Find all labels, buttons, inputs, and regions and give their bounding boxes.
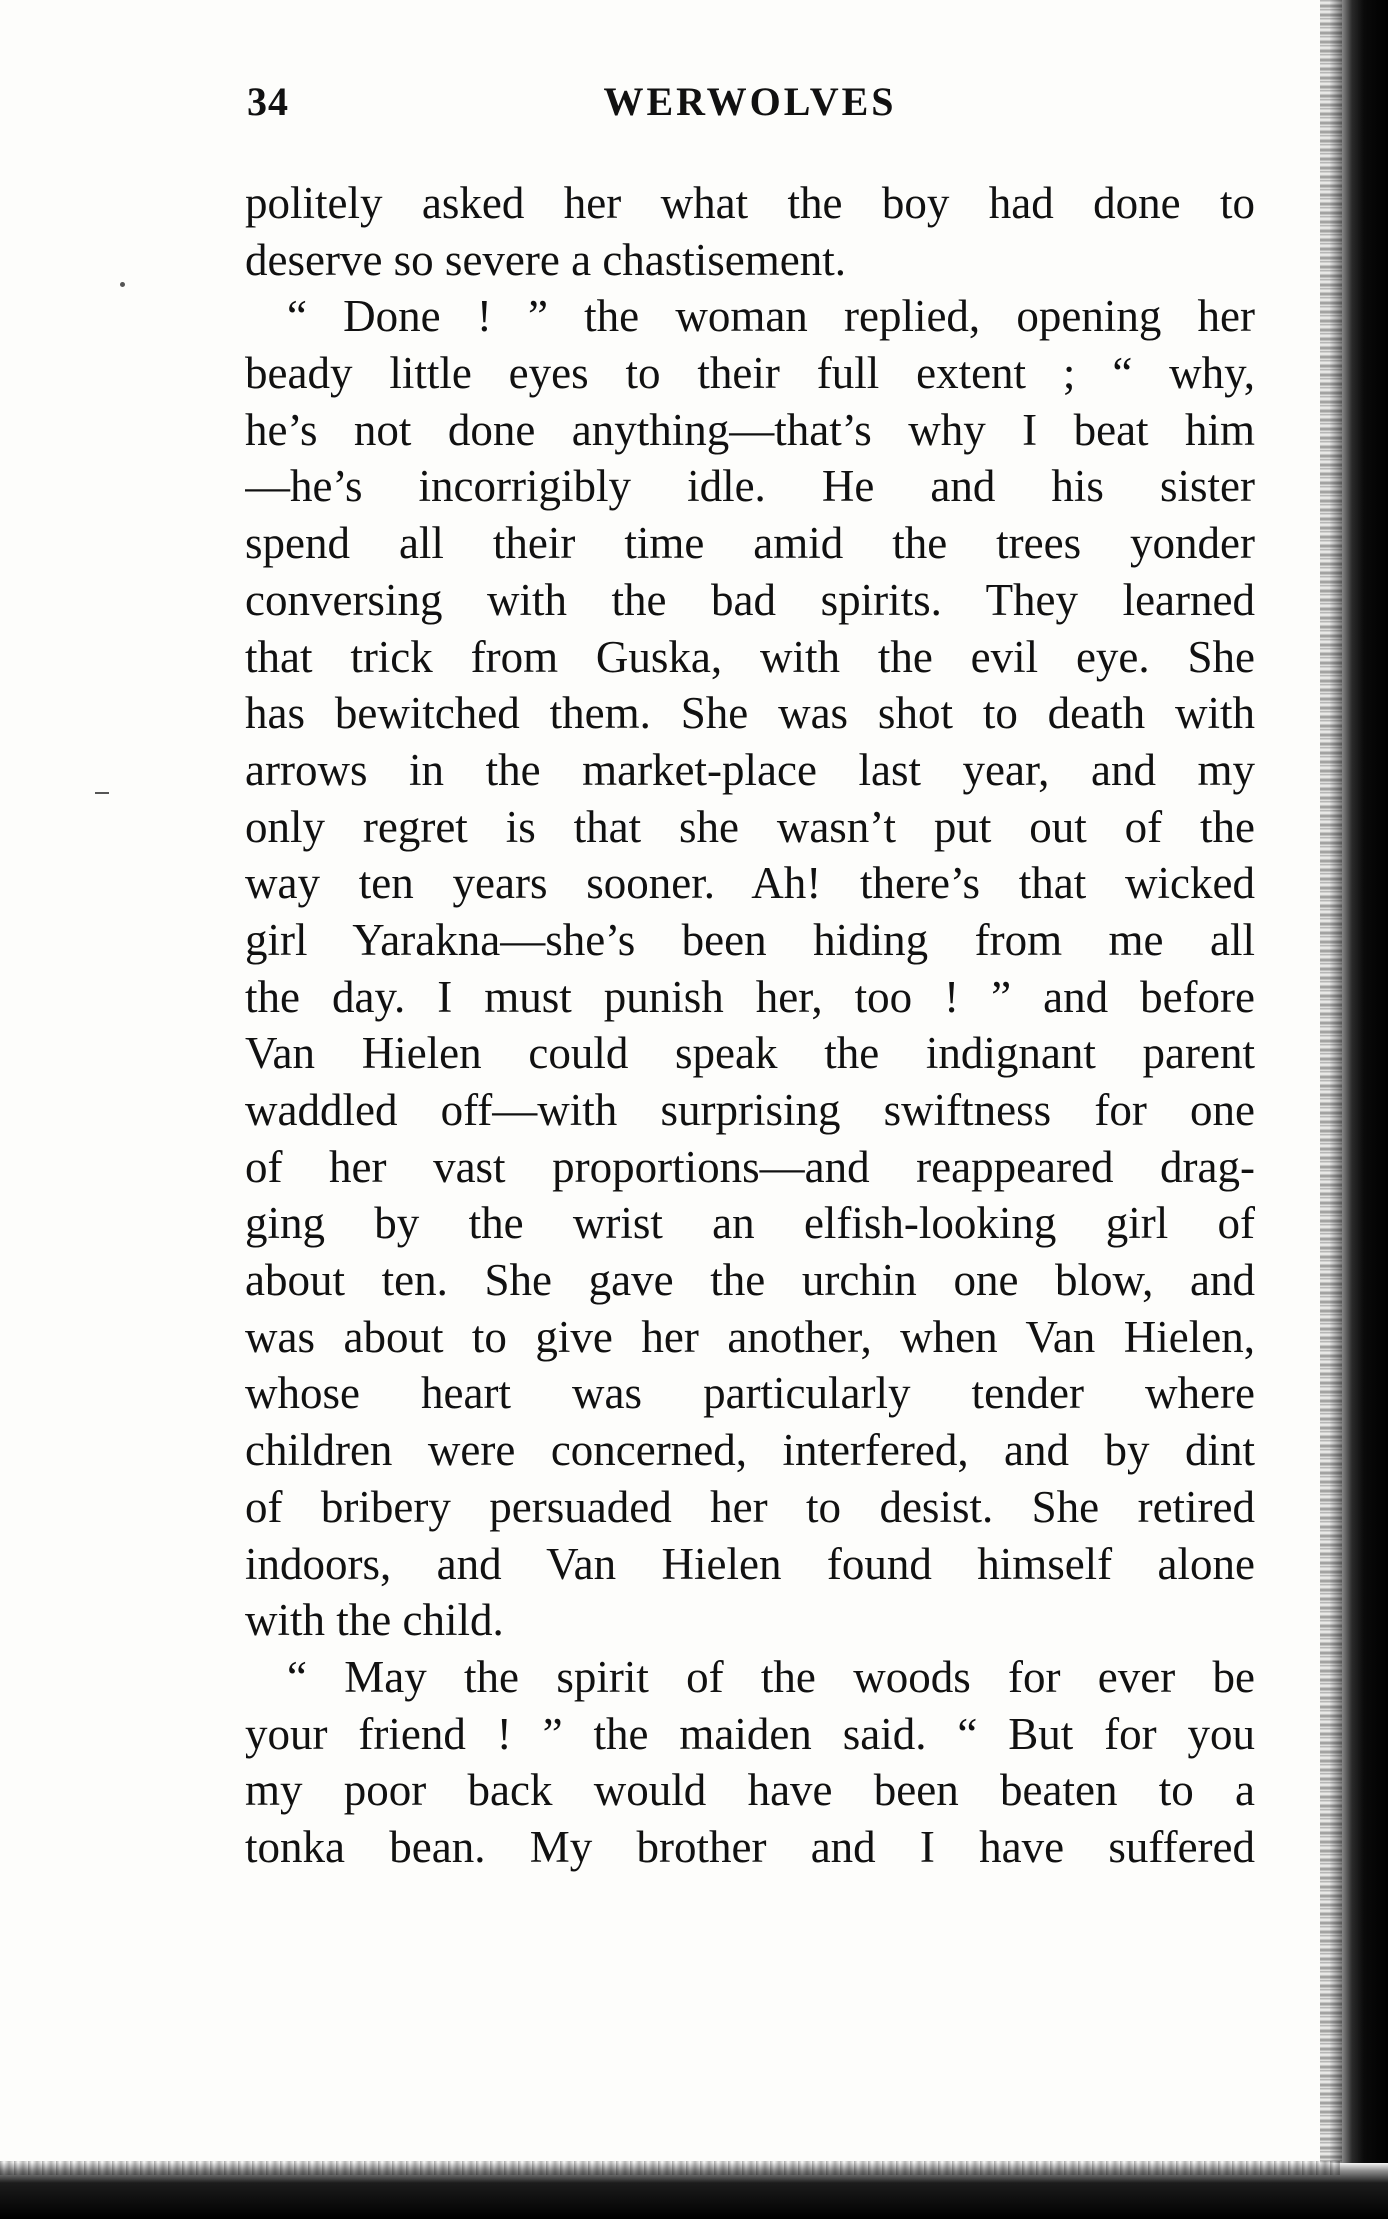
text-line: conversing with the bad spirits. They learned bbox=[245, 574, 1255, 625]
text-line: “ Done ! ” the woman replied, opening her bbox=[287, 291, 1255, 342]
page-number: 34 bbox=[247, 79, 289, 124]
text-line: Van Hielen could speak the indignant parent bbox=[245, 1028, 1255, 1079]
text-line: beady little eyes to their full extent ; “ why, bbox=[245, 348, 1255, 399]
text-line: with the child. bbox=[245, 1595, 504, 1646]
text-line: your friend ! ” the maiden said. “ But for you bbox=[245, 1708, 1255, 1759]
text-line: he’s not done anything—that’s why I beat him bbox=[245, 404, 1255, 455]
margin-speck bbox=[120, 282, 125, 287]
text-line: —he’s incorrigibly idle. He and his sister bbox=[245, 461, 1255, 512]
text-line: girl Yarakna—she’s been hiding from me all bbox=[245, 914, 1255, 965]
text-line: children were concerned, interfered, and by dint bbox=[245, 1425, 1255, 1476]
bottom-edge-speckle bbox=[0, 2161, 1340, 2175]
running-title: WERWOLVES bbox=[603, 79, 897, 124]
text-line: only regret is that she wasn’t put out of the bbox=[245, 801, 1255, 852]
text-line: of her vast proportions—and reappeared drag- bbox=[245, 1141, 1255, 1192]
text-line: “ May the spirit of the woods for ever be bbox=[287, 1651, 1255, 1702]
body-text bbox=[245, 175, 1255, 1876]
text-line: arrows in the market-place last year, and my bbox=[245, 744, 1255, 795]
text-line: has bewitched them. She was shot to death with bbox=[245, 688, 1255, 739]
text-line: deserve so severe a chastisement. bbox=[245, 234, 846, 285]
text-line: waddled off—with surprising swiftness for one bbox=[245, 1085, 1255, 1135]
text-line: tonka bean. My brother and I have suffered bbox=[245, 1821, 1255, 1872]
binding-speckle bbox=[1320, 0, 1342, 2219]
text-line: politely asked her what the boy had done to bbox=[245, 178, 1255, 228]
text-line: of bribery persuaded her to desist. She retired bbox=[245, 1481, 1255, 1532]
text-line: spend all their time amid the trees yonder bbox=[245, 518, 1255, 569]
text-line: that trick from Guska, with the evil eye. She bbox=[245, 631, 1255, 682]
text-line: my poor back would have been beaten to a bbox=[245, 1765, 1255, 1816]
text-line: about ten. She gave the urchin one blow, and bbox=[245, 1255, 1255, 1306]
text-line: way ten years sooner. Ah! there’s that wicked bbox=[245, 858, 1255, 909]
page-header bbox=[247, 78, 1253, 128]
text-line: ging by the wrist an elfish-looking girl of bbox=[245, 1198, 1255, 1249]
text-line: was about to give her another, when Van Hielen, bbox=[245, 1311, 1255, 1362]
text-line: whose heart was particularly tender where bbox=[245, 1368, 1255, 1419]
text-line: the day. I must punish her, too ! ” and before bbox=[245, 971, 1255, 1022]
margin-dash bbox=[95, 792, 109, 794]
text-line: indoors, and Van Hielen found himself alone bbox=[245, 1538, 1255, 1589]
